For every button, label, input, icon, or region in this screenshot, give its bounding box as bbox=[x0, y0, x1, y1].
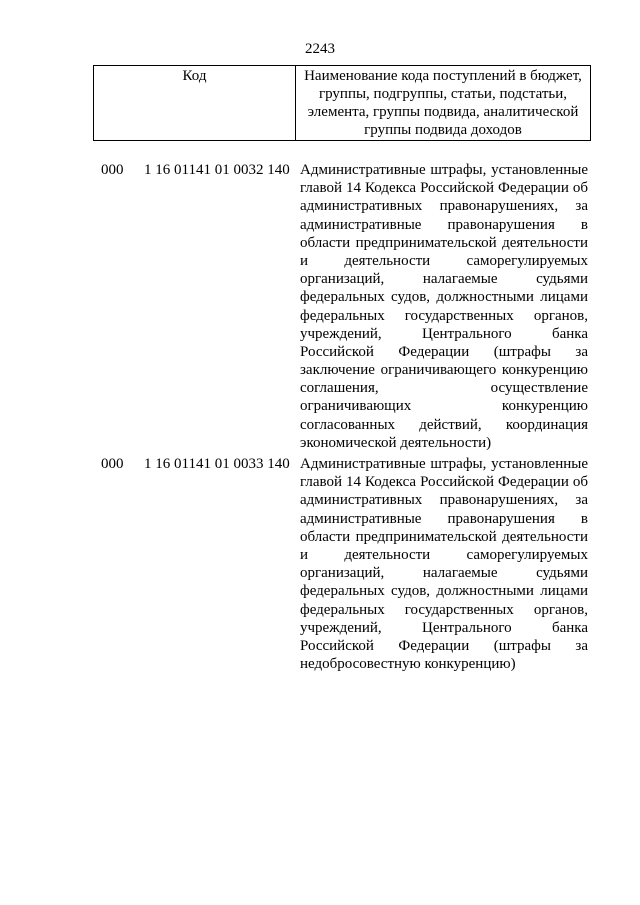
description-line: административные правонарушения в bbox=[300, 216, 588, 233]
description-line: Административные штрафы, установленные bbox=[300, 162, 588, 178]
header-code-column: Код bbox=[94, 66, 296, 140]
description-line: Российской Федерации (штрафы за bbox=[300, 343, 588, 360]
description-line: области предпринимательской деятельности bbox=[300, 234, 588, 251]
header-name-column: Наименование кода поступлений в бюджет, группы, подгруппы, статьи, подстатьи, элемента, группы подвида, аналитической группы подвида доходов bbox=[304, 68, 582, 138]
description-line: организаций, налагаемые судьями bbox=[300, 565, 588, 582]
description-line: Административные штрафы, установленные bbox=[300, 456, 588, 472]
description-line: федеральных государственных органов, bbox=[300, 307, 588, 324]
description-line: административные правонарушения в bbox=[300, 510, 588, 527]
description-line: заключение ограничивающего конкуренцию bbox=[300, 362, 588, 379]
description-line: федеральных судов, должностными лицами bbox=[300, 289, 588, 306]
description-line: и деятельности саморегулируемых bbox=[300, 546, 588, 563]
description-line: недобросовестную конкуренцию) bbox=[300, 656, 516, 673]
code-description bbox=[300, 455, 588, 673]
description-line: главой 14 Кодекса Российской Федерации об bbox=[300, 180, 588, 197]
description-line: административных правонарушениях, за bbox=[300, 198, 588, 215]
description-line: главой 14 Кодекса Российской Федерации об bbox=[300, 474, 588, 491]
description-line: ограничивающих конкуренцию bbox=[300, 398, 588, 415]
description-line: организаций, налагаемые судьями bbox=[300, 271, 588, 288]
admin-code: 000 bbox=[101, 162, 124, 178]
budget-code: 1 16 01141 01 0033 140 bbox=[144, 456, 290, 472]
description-line: федеральных судов, должностными лицами bbox=[300, 583, 588, 600]
description-line: административных правонарушениях, за bbox=[300, 492, 588, 509]
budget-code: 1 16 01141 01 0032 140 bbox=[144, 162, 290, 178]
description-line: согласованных действий, координация bbox=[300, 416, 588, 433]
description-line: учреждений, Центрального банка bbox=[300, 619, 588, 636]
description-line: Российской Федерации (штрафы за bbox=[300, 637, 588, 654]
table-header bbox=[93, 65, 591, 141]
page-number: 2243 bbox=[305, 41, 335, 57]
description-line: учреждений, Центрального банка bbox=[300, 325, 588, 342]
admin-code: 000 bbox=[101, 456, 124, 472]
code-description bbox=[300, 161, 588, 452]
description-line: федеральных государственных органов, bbox=[300, 601, 588, 618]
description-line: соглашения, осуществление bbox=[300, 380, 588, 397]
description-line: области предпринимательской деятельности bbox=[300, 528, 588, 545]
description-line: экономической деятельности) bbox=[300, 434, 492, 451]
description-line: и деятельности саморегулируемых bbox=[300, 252, 588, 269]
